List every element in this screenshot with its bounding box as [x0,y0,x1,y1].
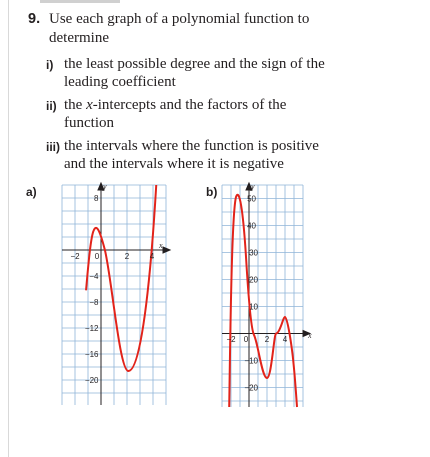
question-item-1 [46,55,332,91]
item-text: the intervals where the function is positive and the intervals where it is negative [64,138,319,172]
graph-b-y-axis-label: y [251,182,255,191]
graph-a-x-tick-label: −2 [70,252,80,261]
graph-a-x-axis-label: x [159,241,163,250]
question-text: Use each graph of a polynomial function to determine [49,11,310,46]
question-number: 9. [28,11,41,27]
graph-b-y-tick-label: 50 [247,194,256,204]
graph-a-y-tick-label: 8 [94,194,99,203]
graph-a-y-tick-label: −4 [89,272,99,281]
question-item-3 [46,137,332,173]
x-variable: x [86,97,93,113]
graph-b-label: b) [206,185,218,199]
item-text [64,96,332,132]
graph-a-x-tick-label: 2 [124,252,130,261]
item-text-prefix: the [64,97,87,113]
graph-a-x-tick-label: 4 [149,252,155,261]
graph-b-y-tick-label: 20 [249,275,258,285]
graph-b [222,182,332,407]
graph-a-grid [62,185,166,405]
graph-b-curve [229,195,297,407]
graph-b-y-tick-label: −10 [244,356,258,366]
graph-a-y-tick-label: −16 [84,350,99,359]
graph-a-label: a) [26,185,37,199]
item-numeral: ii) [46,99,57,113]
graph-b-y-tick-label: 40 [247,221,256,231]
graph-a-y-axis-label: y [103,182,107,191]
graph-b-x-tick-label: −2 [226,335,236,344]
graph-b-x-axis-label: x [308,331,312,340]
graph-b-labels [226,182,312,393]
graph-a-y-tick-label: −8 [89,298,99,307]
item-text-rest: -intercepts and the factors of the function [64,97,287,131]
item-numeral: i) [46,58,54,72]
graph-a [62,182,172,405]
graph-b-x-tick-label: 4 [282,335,288,344]
graph-b-x-tick-label: 0 [243,335,249,344]
graph-b-y-tick-label: −20 [244,383,258,393]
graph-b-x-tick-label: 2 [264,335,270,344]
graph-b-axes [222,183,310,407]
item-text: the least possible degree and the sign of the leading coefficient [64,56,325,90]
graph-a-x-tick-label: 0 [94,252,100,261]
graph-a-y-tick-label: −12 [84,324,99,333]
question-item-2 [46,96,332,132]
margin-rule [8,0,9,457]
graph-a-y-tick-label: −20 [84,376,99,385]
graph-b-y-tick-label: 10 [249,302,258,312]
cropped-header-fragment [40,0,120,3]
item-numeral: iii) [46,140,60,154]
graph-b-y-tick-label: 30 [249,248,258,258]
